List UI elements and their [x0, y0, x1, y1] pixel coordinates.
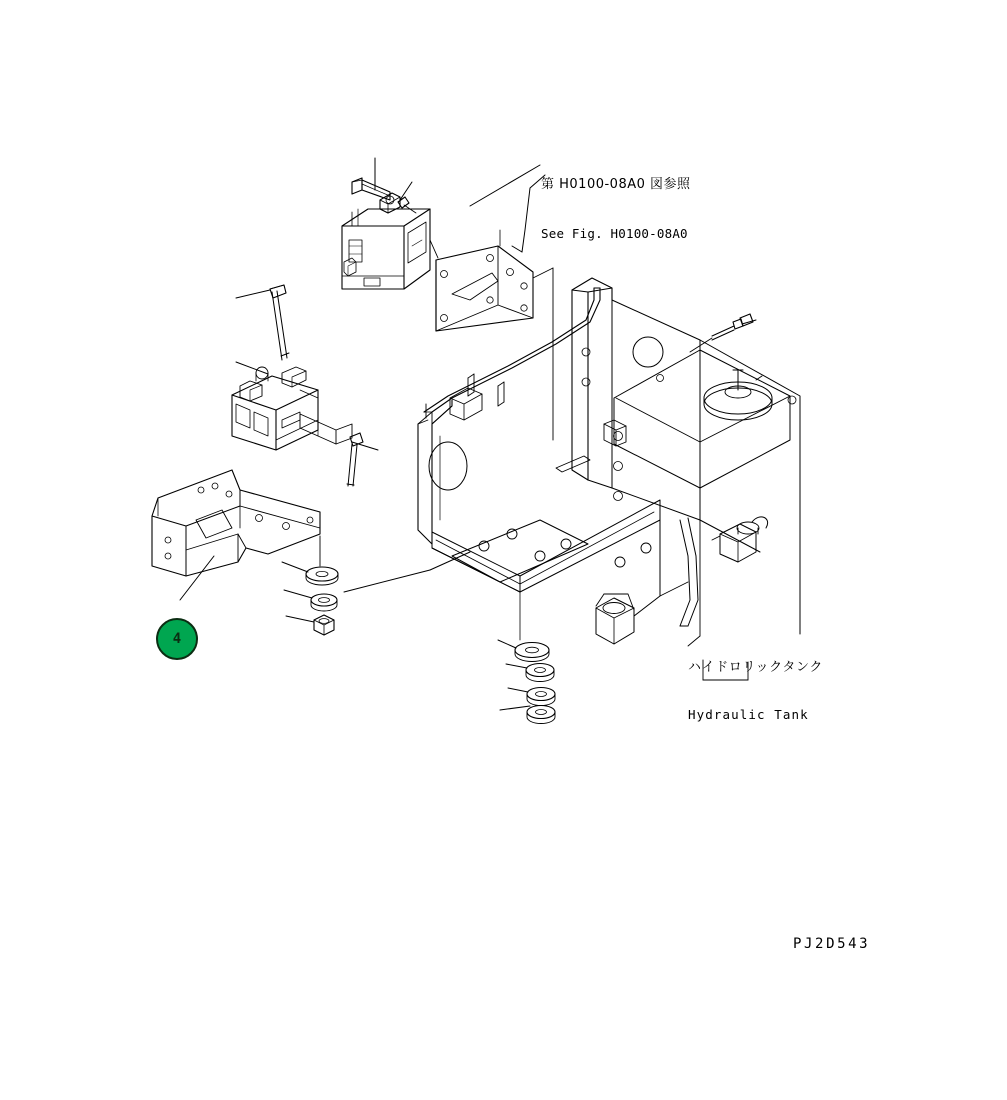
callout-marker-4[interactable] — [156, 618, 198, 660]
figure-reference-en: See Fig. H0100-08A0 — [541, 225, 688, 241]
hydraulic-tank-jp: ハイドロリックタンク — [688, 659, 823, 675]
figure-reference-label — [541, 144, 691, 274]
figure-reference-jp: 第 H0100-08A0 図参照 — [541, 176, 691, 192]
hydraulic-tank-label — [688, 628, 823, 754]
callout-label: 4 — [172, 631, 182, 647]
drawing-code: PJ2D543 — [793, 936, 871, 952]
hydraulic-tank-en: Hydraulic Tank — [688, 707, 809, 723]
